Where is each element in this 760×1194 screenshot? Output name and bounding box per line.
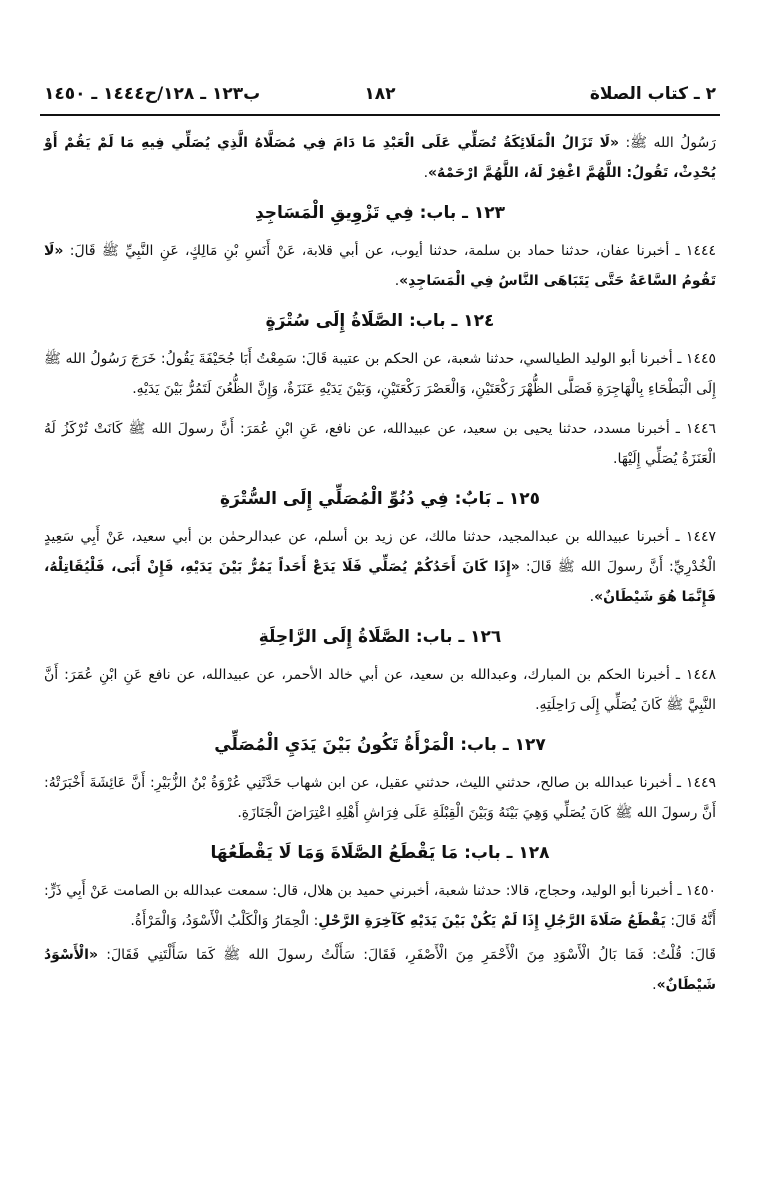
section-title-125: ١٢٥ ـ بَابٌ: فِي دُنُوِّ الْمُصَلِّي إِلَى السُّتْرَةِ <box>219 489 541 509</box>
hadith-quote: «الْأَسْوَدُ شَيْطَانٌ» <box>44 947 716 993</box>
hadith-quote: «إِذَا كَانَ أَحَدُكُمْ يُصَلِّي فَلَا يَدَعْ أَحَداً يَمُرُّ بَيْنَ يَدَيْهِ، فَإِنْ أَبَى، فَلْيُقَاتِلْهُ، فَإِنَّمَا هُوَ شَيْطَانٌ» <box>44 559 716 605</box>
book-page <box>40 78 720 1010</box>
intro-paragraph <box>40 128 720 188</box>
chapter-range: ب١٢٣ ـ ١٢٨/ح١٤٤٤ ـ ١٤٥٠ <box>44 84 261 104</box>
hadith-1446 <box>40 414 720 474</box>
page-content <box>40 116 720 1000</box>
section-title-127: ١٢٧ ـ باب: الْمَرْأَةُ تَكُونُ بَيْنَ يَدَيِ الْمُصَلِّي <box>214 735 546 755</box>
hadith-1450-continued <box>40 940 720 1000</box>
hadith-1445 <box>40 344 720 404</box>
hadith-lead: ١٤٤٨ ـ أخبرنا الحكم بن المبارك، وعبدالله بن سعيد، عن أبي خالد الأحمر، عن عبيدالله، عن نافع عَنِ ابْنِ عُمَرَ: أَنَّ النَّبِيَّ ﷺ كَانَ يُصَلِّي إِلَى رَاحِلَتِهِ. <box>44 667 716 713</box>
hadith-1444 <box>40 236 720 296</box>
hadith-end: . <box>652 977 657 993</box>
hadith-quote: يَقْطَعُ صَلَاةَ الرَّجُلِ إِذَا لَمْ يَكُنْ بَيْنَ يَدَيْهِ كَآخِرَةِ الرَّحْلِ <box>318 913 666 929</box>
intro-quote: «لَا تَزَالُ الْمَلَائِكَةُ تُصَلِّي عَلَى الْعَبْدِ مَا دَامَ فِي مُصَلَّاهُ الَّذِي يُصَلِّي فِيهِ مَا لَمْ يَقُمْ أَوْ يُحْدِثْ، تَقُولُ: اللَّهُمَّ اغْفِرْ لَهُ، اللَّهُمَّ ارْحَمْهُ» <box>44 135 716 181</box>
hadith-lead: قَالَ: قُلْتُ: فَمَا بَالُ الْأَسْوَدِ مِنَ الْأَحْمَرِ مِنَ الْأَصْفَرِ، فَقَالَ: سَأَلْتُ رسولَ الله ﷺ كَمَا سَأَلْتَنِي فَقَالَ: <box>98 947 716 963</box>
hadith-1448 <box>40 660 720 720</box>
page-header <box>40 78 720 116</box>
intro-lead: رَسُولُ الله ﷺ: <box>619 135 716 151</box>
section-title-124: ١٢٤ ـ باب: الصَّلَاةُ إِلَى سُتْرَةٍ <box>265 311 495 331</box>
hadith-end: . <box>394 273 400 289</box>
hadith-1447 <box>40 522 720 612</box>
hadith-1449 <box>40 768 720 828</box>
hadith-lead: ١٤٤٥ ـ أخبرنا أبو الوليد الطيالسي، حدثنا شعبة، عن الحكم بن عتيبة قَالَ: سَمِعْتُ أَبَا جُحَيْفَةَ يَقُولُ: خَرَجَ رَسُولُ الله ﷺ إِلَى الْبَطْحَاءِ بِالْهَاجِرَةِ فَصَلَّى الظُّهْرَ رَكْعَتَيْنِ، وَالْعَصْرَ رَكْعَتَيْنِ، وَبَيْنَ يَدَيْهِ عَنَزَةٌ، وَإِنَّ الظُّعُنَ لَتَمُرُّ بَيْنَ يَدَيْهِ. <box>44 351 716 397</box>
section-title-123: ١٢٣ ـ باب: فِي تَزْوِيقِ الْمَسَاجِدِ <box>254 203 506 223</box>
hadith-quote: «لَا تَقُومُ السَّاعَةُ حَتَّى يَتَبَاهَى النَّاسُ فِي الْمَسَاجِدِ» <box>44 243 716 289</box>
hadith-lead: ١٤٤٦ ـ أخبرنا مسدد، حدثنا يحيى بن سعيد، عن عبيدالله، عن نافع، عَنِ ابْنِ عُمَرَ: أَنَّ رسولَ الله ﷺ كَانَتْ تُرْكَزُ لَهُ الْعَنَزَةُ يُصَلِّي إِلَيْهَا. <box>44 421 716 467</box>
book-title: ٢ ـ كتاب الصلاة <box>589 84 716 104</box>
hadith-lead: ١٤٤٩ ـ أخبرنا عبدالله بن صالح، حدثني الليث، حدثني عقيل، عن ابن شهاب حَدَّثَنِي عُرْوَةُ بْنُ الزُّبَيْرِ: أَنَّ عَائِشَةَ أَخْبَرَتْهُ: أَنَّ رسولَ الله ﷺ كَانَ يُصَلِّي وَهِيَ بَيْنَهُ وَبَيْنَ الْقِبْلَةِ عَلَى فِرَاشِ أَهْلِهِ اعْتِرَاضَ الْجَنَازَةِ. <box>44 775 716 821</box>
page-number: ١٨٢ <box>364 84 396 104</box>
section-title-128: ١٢٨ ـ باب: مَا يَقْطَعُ الصَّلَاةَ وَمَا لَا يَقْطَعُهَا <box>210 843 550 863</box>
hadith-end: . <box>589 589 595 605</box>
intro-end: . <box>423 165 429 181</box>
hadith-lead: ١٤٤٧ ـ أخبرنا عبيدالله بن عبدالمجيد، حدثنا مالك، عن زيد بن أسلم، عن عبدالرحمٰن بن أبي سعيد، عَنْ أَبِي سَعِيدٍ الْخُدْرِيِّ: أَنَّ رسولَ الله ﷺ قَالَ: <box>44 529 716 575</box>
hadith-end: : الْحِمَارُ وَالْكَلْبُ الْأَسْوَدُ، وَالْمَرْأَةُ. <box>130 913 319 929</box>
hadith-lead: ١٤٥٠ ـ أخبرنا أبو الوليد، وحجاج، قالا: حدثنا شعبة، أخبرني حميد بن هلال، قال: سمعت عبدالله بن الصامت عَنْ أَبِي ذَرٍّ: أَنَّهُ قَالَ: <box>44 883 716 929</box>
hadith-lead: ١٤٤٤ ـ أخبرنا عفان، حدثنا حماد بن سلمة، حدثنا أيوب، عن أبي قلابة، عَنْ أَنَسِ بْنِ مَالِكٍ، عَنِ النَّبِيِّ ﷺ قَالَ: <box>63 243 716 259</box>
hadith-1450 <box>40 876 720 936</box>
section-title-126: ١٢٦ ـ باب: الصَّلَاةُ إِلَى الرَّاحِلَةِ <box>258 627 502 647</box>
